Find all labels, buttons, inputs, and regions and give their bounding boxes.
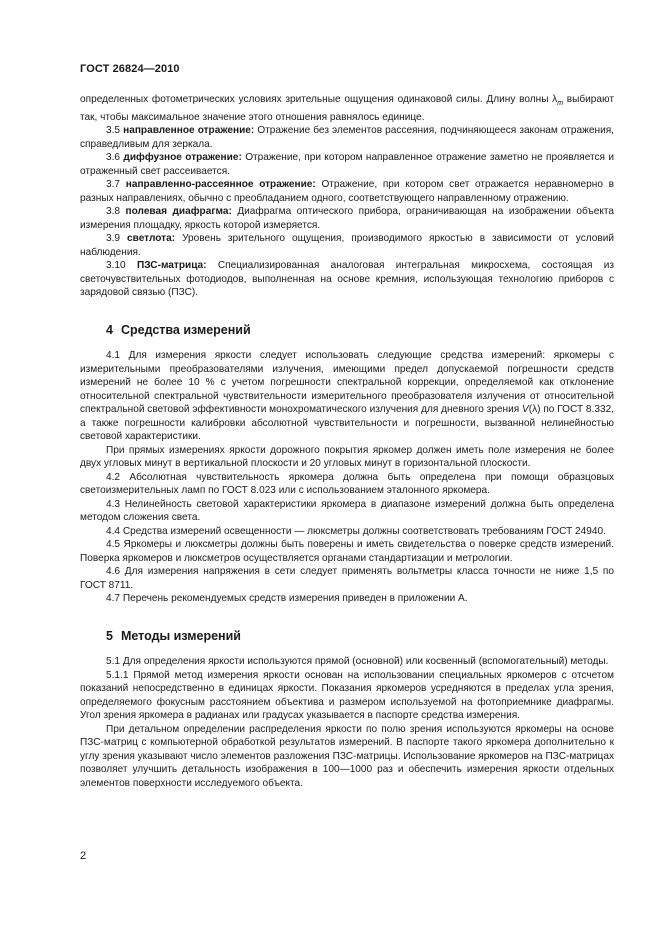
page-number: 2 (80, 850, 87, 862)
definition-3-10 (80, 259, 614, 300)
definition-number: 3.8 (106, 206, 121, 218)
definition-number: 3.7 (106, 179, 121, 191)
definition-text: Отражение, при котором свет отражается неравномерно в разных направлениях, обычно с преобладанием одного, соответствующего направленному отражению. (80, 179, 615, 204)
definition-text: Уровень зрительного ощущения, производимого яркостью в зависимости от условий наблюдения. (80, 233, 614, 258)
definition-term: полевая диафрагма: (125, 206, 232, 218)
definition-text: Отражение без элементов рассеяния, подчиняющееся законам отражения, справедливым для зеркала. (80, 125, 614, 150)
paragraph-4-6: 4.6 Для измерения напряжения в сети следует применять вольтметры класса точности не ниже 1,5 по ГОСТ 8711. (80, 566, 614, 591)
intro-text-b: выбирают так, чтобы максимальное значение этого отношения равнялось единице. (80, 94, 614, 123)
paragraph-4-3: 4.3 Нелинейность световой характеристики яркомера в диапазоне измерений должна быть определена методом сложения света. (80, 498, 614, 524)
intro-paragraph (80, 93, 614, 124)
definition-number: 3.9 (106, 233, 121, 245)
definition-number: 3.10 (106, 260, 126, 272)
section-title: Средства измерений (120, 322, 251, 337)
paragraph-4-4: 4.4 Средства измерений освещенности — люксметры должны соответствовать требованиям ГОСТ 24940. (106, 525, 606, 537)
definition-term: диффузное отражение: (123, 152, 242, 164)
definition-text: Диафрагма оптического прибора, ограничивающая на изображении объекта измерения площадку, яркость которой измеряется. (80, 206, 614, 231)
definition-3-8 (80, 205, 614, 232)
definition-number: 3.5 (106, 125, 121, 137)
definition-term: светлота: (127, 233, 176, 245)
definition-3-7 (80, 178, 614, 205)
definition-number: 3.6 (106, 152, 121, 164)
definition-3-5 (80, 124, 614, 151)
definition-text: Отражение, при котором направленное отражение заметно не проявляется и отраженный свет рассеивается. (80, 152, 614, 177)
section-number: 5 (106, 628, 113, 643)
paragraph-4-1 (80, 349, 614, 444)
section-number: 4 (106, 322, 113, 337)
intro-text-a: определенных фотометрических условиях зрительные ощущения одинаковой силы. Длину волны λ (80, 94, 558, 105)
definition-3-6 (80, 151, 614, 178)
definition-text: Специализированная аналоговая интегральная микросхема, состоящая из светочувствительных фотодиодов, выполненная на основе кремния, использующая технологию приборов с зарядовой связью (ПЗС). (80, 260, 614, 299)
paragraph-4-5: 4.5 Яркомеры и люксметры должны быть поверены и иметь свидетельства о поверке средств измерений. Поверка яркомеров и люксметров осуществляется органами стандартизации и метрологии. (80, 539, 614, 564)
paragraph-text-b: (λ) по ГОСТ 8.332, а также погрешности калибровки абсолютной чувствительности и погрешности, вызванной нелинейностью световой характеристики. (80, 404, 614, 443)
definition-term: направленное отражение: (123, 125, 255, 137)
paragraph-4-2: 4.2 Абсолютная чувствительность яркомера должна быть определена при помощи образцовых светоизмерительных ламп по ГОСТ 8.023 или с использованием эталонного яркомера. (80, 471, 614, 497)
paragraph-5-1: 5.1 Для определения яркости используются прямой (основной) или косвенный (вспомогательный) методы. (106, 656, 609, 668)
paragraph-4-7: 4.7 Перечень рекомендуемых средств измерения приведен в приложении А. (106, 593, 468, 605)
v-lambda-symbol: V (522, 404, 529, 416)
standard-header: ГОСТ 26824—2010 (80, 63, 180, 75)
paragraph-5-1-1: 5.1.1 Прямой метод измерения яркости основан на использовании специальных яркомеров с отсчетом показаний непосредственно в единицах яркости. Показания яркомеров усредняются в пределах угла зрения, определяемого фокусным расстоянием объектива и размером используемой на фотоприемнике диафрагмы. Угол зрения яркомера в радианах или градусах указывается в паспорте средства измерения. (80, 669, 614, 722)
lambda-subscript: m (557, 100, 564, 108)
document-body (80, 93, 614, 790)
paragraph-5-1-1-detail: При детальном определении распределения яркости по полю зрения используются яркомеры на основе ПЗС-матриц с компьютерной обработкой результатов измерений. В паспорте такого яркомера дополнительно к углу зрения указывают число элементов разложения ПЗС-матрицы. Использование яркомеров на ПЗС-матрицах позволяет улучшить детальность изображения в 100—1000 раз и обеспечить измерения яркости отдельных элементов поверхности исследуемого объекта. (80, 723, 614, 789)
section-4-heading (106, 324, 614, 338)
definition-term: направленно-рассеянное отражение: (125, 179, 316, 191)
paragraph-4-1-note: При прямых измерениях яркости дорожного покрытия яркомер должен иметь поле измерения не более двух угловых минут в вертикальной плоскости и 20 угловых минут в горизонтальной плоскости. (80, 444, 614, 470)
definition-3-9 (80, 232, 614, 259)
paragraph-text-a: 4.1 Для измерения яркости следует использовать следующие средства измерений: яркомеры с измерительными преобразователями излучения, имеющими предел допускаемой погрешности средств измерений не более 10 % с учетом погрешности спектральной коррекции, определяемой как отклонение относительной спектральной чувствительности измерительного преобразователя излучения от относительной спектральной световой эффективности монохроматического излучения для дневного зрения (80, 350, 614, 416)
definition-term: ПЗС-матрица: (136, 260, 207, 272)
section-title: Методы измерений (120, 628, 241, 643)
section-5-heading (106, 630, 614, 644)
